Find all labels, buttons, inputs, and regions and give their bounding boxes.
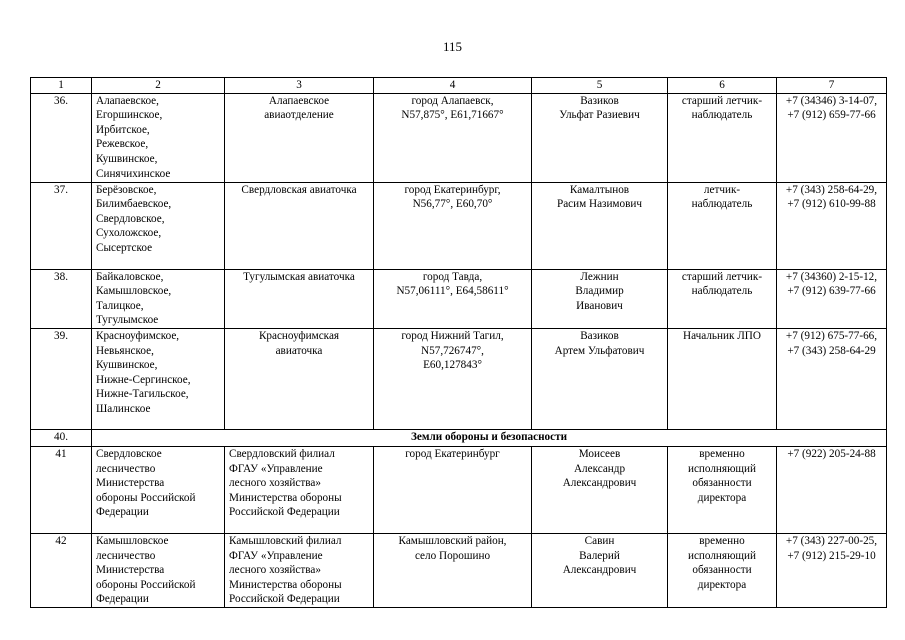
location-cell: город Екатеринбург, N56,77°, E60,70° [374, 182, 532, 269]
phone-cell: +7 (34360) 2-15-12, +7 (912) 639-77-66 [777, 269, 887, 328]
header-row [31, 78, 887, 94]
page-number: 115 [442, 39, 463, 54]
position-cell: временно исполняющий обязанности директора [668, 446, 777, 533]
header-cell: 2 [92, 78, 225, 94]
location-cell: город Тавда, N57,06111°, E64,58611° [374, 269, 532, 328]
position-cell: старший летчик- наблюдатель [668, 269, 777, 328]
row-number: 36. [31, 93, 92, 182]
person-cell: Моисеев Александр Александрович [532, 446, 668, 533]
phone-cell: +7 (343) 227-00-25, +7 (912) 215-29-10 [777, 533, 887, 607]
unit-cell: Алапаевское авиаотделение [225, 93, 374, 182]
section-row [31, 429, 887, 446]
row-number: 42 [31, 533, 92, 607]
person-cell: Камалтынов Расим Назимович [532, 182, 668, 269]
position-cell: Начальник ЛПО [668, 328, 777, 429]
districts-cell: Алапаевское, Егоршинское, Ирбитское, Режевское, Кушвинское, Синячихинское [92, 93, 225, 182]
row-number: 40. [31, 429, 92, 446]
person-cell: Савин Валерий Александрович [532, 533, 668, 607]
phone-cell: +7 (34346) 3-14-07, +7 (912) 659-77-66 [777, 93, 887, 182]
table-row [31, 182, 887, 269]
header-cell: 3 [225, 78, 374, 94]
districts-cell: Берёзовское, Билимбаевское, Свердловское, Сухоложское, Сысертское [92, 182, 225, 269]
phone-cell: +7 (343) 258-64-29, +7 (912) 610-99-88 [777, 182, 887, 269]
table-row [31, 533, 887, 607]
districts-cell: Красноуфимское, Невьянское, Кушвинское, Нижне-Сергинское, Нижне-Тагильское, Шалинское [92, 328, 225, 429]
section-title: Земли обороны и безопасности [92, 429, 887, 446]
person-cell: Вазиков Ульфат Разиевич [532, 93, 668, 182]
table-row [31, 328, 887, 429]
header-cell: 5 [532, 78, 668, 94]
phone-cell: +7 (922) 205-24-88 [777, 446, 887, 533]
location-cell: город Екатеринбург [374, 446, 532, 533]
header-cell: 7 [777, 78, 887, 94]
unit-cell: Красноуфимская авиаточка [225, 328, 374, 429]
location-cell: город Нижний Тагил, N57,726747°, E60,127843° [374, 328, 532, 429]
unit-cell: Тугулымская авиаточка [225, 269, 374, 328]
phone-cell: +7 (912) 675-77-66, +7 (343) 258-64-29 [777, 328, 887, 429]
unit-cell: Камышловский филиал ФГАУ «Управление лесного хозяйства» Министерства обороны Российской Федерации [225, 533, 374, 607]
location-cell: город Алапаевск, N57,875°, E61,71667° [374, 93, 532, 182]
unit-cell: Свердловская авиаточка [225, 182, 374, 269]
person-cell: Вазиков Артем Ульфатович [532, 328, 668, 429]
table-row [31, 93, 887, 182]
location-cell: Камышловский район, село Порошино [374, 533, 532, 607]
row-number: 41 [31, 446, 92, 533]
position-cell: летчик- наблюдатель [668, 182, 777, 269]
table-row [31, 446, 887, 533]
districts-cell: Свердловское лесничество Министерства обороны Российской Федерации [92, 446, 225, 533]
position-cell: старший летчик- наблюдатель [668, 93, 777, 182]
unit-cell: Свердловский филиал ФГАУ «Управление лесного хозяйства» Министерства обороны Российской Федерации [225, 446, 374, 533]
forest-contacts-table [30, 77, 887, 608]
row-number: 38. [31, 269, 92, 328]
row-number: 37. [31, 182, 92, 269]
districts-cell: Байкаловское, Камышловское, Талицкое, Тугулымское [92, 269, 225, 328]
districts-cell: Камышловское лесничество Министерства обороны Российской Федерации [92, 533, 225, 607]
table-row [31, 269, 887, 328]
header-cell: 6 [668, 78, 777, 94]
position-cell: временно исполняющий обязанности директора [668, 533, 777, 607]
header-cell: 4 [374, 78, 532, 94]
person-cell: Лежнин Владимир Иванович [532, 269, 668, 328]
row-number: 39. [31, 328, 92, 429]
header-cell: 1 [31, 78, 92, 94]
